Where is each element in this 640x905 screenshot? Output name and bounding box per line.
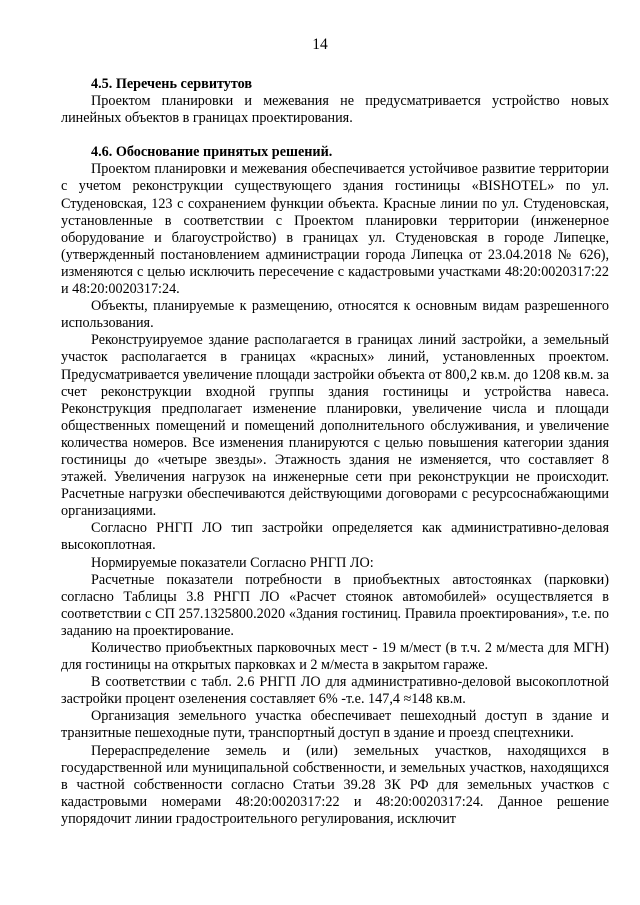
section-heading-servitudes: 4.5. Перечень сервитутов (91, 76, 253, 92)
paragraph: Объекты, планируемые к размещению, относятся к основным видам разрешенного использования. (61, 298, 609, 332)
paragraph: Проектом планировки и межевания не предусматривается устройство новых линейных объектов в границах проектирования. (61, 93, 609, 127)
paragraph: Согласно РНГП ЛО тип застройки определяется как административно-деловая высокоплотная. (61, 520, 609, 554)
page-number: 14 (312, 36, 328, 53)
paragraph: Нормируемые показатели Согласно РНГП ЛО: (91, 554, 374, 571)
paragraph: Организация земельного участка обеспечивает пешеходный доступ в здание и транзитные пешеходные пути, транспортный доступ в здание и проезд спецтехники. (61, 708, 609, 742)
paragraph: В соответствии с табл. 2.6 РНГП ЛО для административно-деловой высокоплотной застройки процент озеленения составляет 6% -т.е. 147,4 ≈148 кв.м. (61, 674, 609, 708)
paragraph: Реконструируемое здание располагается в границах линий застройки, а земельный участок располагается в границах «красных» линий, установленных проектом. Предусматривается увеличение площади застройки объекта от 800,2 кв.м. до 1208 кв.м. за счет реконструкции входной группы здания гостиницы и устройства навеса. Реконструкция предполагает изменение планировки, увеличение числа и площади общественных помещений и помещений дополнительного обслуживания, и увеличение количества номеров. Все изменения планируются с целью повышения категории здания гостиницы до «четыре звезды». Этажность здания не изменяется, что составляет 8 этажей. Увеличения нагрузок на инженерные сети при реконструкции не происходит. Расчетные нагрузки обеспечиваются действующими договорами с ресурсоснабжающими организациями. (61, 332, 609, 520)
paragraph: Расчетные показатели потребности в приобъектных автостоянках (парковки) согласно Таблицы 3.8 РНГП ЛО «Расчет стоянок автомобилей» осуществляется в соответствии с СП 257.1325800.2020 «Здания гостиниц. Правила проектирования», т.е. по заданию на проектирование. (61, 571, 609, 639)
paragraph: Перераспределение земель и (или) земельных участков, находящихся в государственной или муниципальной собственности, и земельных участков, находящихся в частной собственности согласно Статьи 39.28 ЗК РФ для земельных участков с кадастровыми номерами 48:20:0020317:22 и 48:20:0020317:24. Данное решение упорядочит линии градостроительного регулирования, исключит (61, 742, 609, 827)
section-heading-justification: 4.6. Обоснование принятых решений. (91, 144, 333, 161)
section-spacer (61, 127, 609, 144)
document-body (61, 76, 609, 828)
paragraph: Количество приобъектных парковочных мест - 19 м/мест (в т.ч. 2 м/места для МГН) для гостиницы на открытых парковках и 2 м/места в закрытом гараже. (61, 640, 609, 674)
paragraph: Проектом планировки и межевания обеспечивается устойчивое развитие территории с учетом реконструкции существующего здания гостиницы «BISHOTEL» по ул. Студеновская, 123 с сохранением функции объекта. Красные линии по ул. Студеновская, установленные в соответствии с Проектом планировки территории (инженерное оборудование и благоустройство) в границах ул. Студеновская в городе Липецке, (утвержденный постановлением администрации города Липецка от 23.04.2018 № 626), изменяются с целью исключить пересечение с кадастровыми участками 48:20:0020317:22 и 48:20:0020317:24. (61, 161, 609, 298)
